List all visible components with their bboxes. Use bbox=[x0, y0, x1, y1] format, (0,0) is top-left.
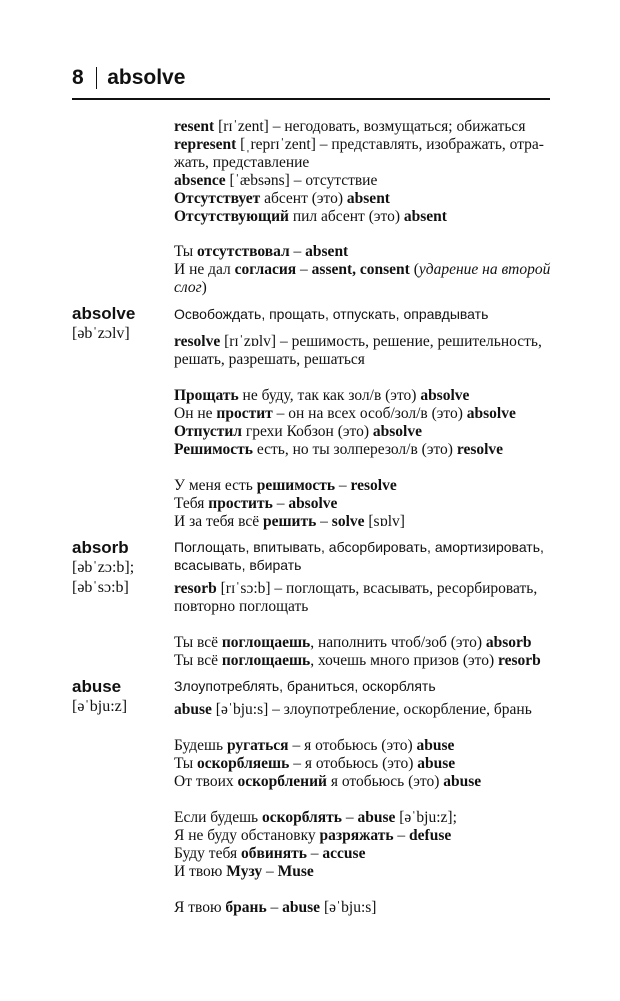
text-span: И не дал bbox=[174, 261, 235, 278]
text-line bbox=[174, 495, 566, 513]
header-rule bbox=[72, 98, 550, 100]
text-span: грехи Кобзон (это) bbox=[242, 423, 373, 440]
text-span: [əˈbju:z]; bbox=[395, 809, 457, 826]
text-span: решать, разрешать, решаться bbox=[174, 351, 365, 368]
text-span: resent bbox=[174, 118, 215, 135]
text-span: поглощаешь bbox=[221, 652, 311, 669]
text-span: Если будешь bbox=[174, 809, 262, 826]
text-line bbox=[174, 351, 566, 369]
text-span: слог bbox=[174, 279, 202, 296]
text-line bbox=[174, 190, 566, 208]
text-line bbox=[174, 172, 566, 190]
text-span: Музу bbox=[226, 863, 263, 880]
text-span: простить bbox=[208, 495, 273, 512]
text-line bbox=[174, 863, 566, 881]
text-span: absorb bbox=[485, 634, 532, 651]
text-line bbox=[174, 845, 566, 863]
text-span: – bbox=[266, 899, 283, 916]
text-span: – bbox=[296, 261, 312, 278]
text-span: [əˈbju:s] – злоупотребление, оскорбление, брань bbox=[211, 701, 532, 718]
page-header bbox=[72, 66, 185, 96]
text-line bbox=[174, 827, 566, 845]
text-span: , наполнить чтоб/зоб (это) bbox=[310, 634, 486, 651]
header-divider bbox=[96, 67, 98, 89]
text-span: поглощаешь bbox=[221, 634, 311, 651]
text-span: absolve bbox=[372, 423, 422, 440]
text-span: – bbox=[289, 243, 306, 260]
text-span: обвинять bbox=[240, 845, 307, 862]
text-span: оскорбляешь bbox=[197, 755, 290, 772]
text-span: – bbox=[335, 477, 351, 494]
text-span: abuse bbox=[282, 899, 321, 916]
text-span: – bbox=[341, 809, 358, 826]
text-span: Буду тебя bbox=[174, 845, 241, 862]
text-span: , хочешь много призов (это) bbox=[310, 652, 498, 669]
text-span: пил абсент (это) bbox=[288, 208, 404, 225]
text-span: От твоих bbox=[174, 773, 238, 790]
text-span: – я отобьюсь (это) bbox=[289, 755, 418, 772]
text-span: Ты всё bbox=[174, 652, 222, 669]
text-line bbox=[174, 755, 566, 773]
text-span: abuse bbox=[416, 737, 455, 754]
text-span: – bbox=[306, 845, 323, 862]
text-span: absence bbox=[174, 172, 226, 189]
text-span: есть, но ты золперезол/в (это) bbox=[252, 441, 457, 458]
text-line bbox=[174, 333, 566, 351]
entry-block-resent bbox=[174, 118, 566, 226]
definition: Освобождать, прощать, отпускать, оправдывать bbox=[174, 306, 489, 322]
text-span: represent bbox=[174, 136, 237, 153]
text-span: abuse bbox=[174, 701, 212, 718]
text-span: [ˈæbsəns] – отсутствие bbox=[225, 172, 378, 189]
text-span: Я твою bbox=[174, 899, 226, 916]
text-line bbox=[174, 899, 566, 917]
text-span: простит bbox=[216, 405, 273, 422]
headword: absolve bbox=[72, 304, 136, 323]
text-span: ( bbox=[409, 261, 419, 278]
text-span: ругаться bbox=[226, 737, 289, 754]
text-span: оскорблений bbox=[237, 773, 327, 790]
text-line bbox=[174, 598, 566, 616]
text-span: У меня есть bbox=[174, 477, 257, 494]
transcription: [əˈbju:z] bbox=[72, 698, 128, 715]
text-span: [rɪˈzent] – негодовать, возмущаться; обижаться bbox=[214, 118, 526, 135]
text-span: разряжать bbox=[319, 827, 394, 844]
text-line bbox=[174, 405, 566, 423]
text-line bbox=[174, 652, 566, 670]
transcription: [əbˈzɔlv] bbox=[72, 325, 130, 342]
text-span: брань bbox=[225, 899, 267, 916]
text-line bbox=[174, 441, 566, 459]
transcription: [əbˈzɔ:b]; bbox=[72, 559, 135, 576]
text-span: accuse bbox=[322, 845, 366, 862]
text-span: – bbox=[262, 863, 278, 880]
text-span: absolve bbox=[288, 495, 338, 512]
text-span: отсутствовал bbox=[197, 243, 290, 260]
text-line bbox=[174, 701, 566, 719]
text-span: ударение на второй bbox=[418, 261, 551, 278]
text-span: Будешь bbox=[174, 737, 227, 754]
text-span: – bbox=[272, 495, 289, 512]
text-line bbox=[174, 634, 566, 652]
headword-absolve bbox=[72, 304, 135, 344]
text-span: оскорблять bbox=[261, 809, 342, 826]
text-span: defuse bbox=[409, 827, 452, 844]
text-line bbox=[174, 809, 566, 827]
text-span: [sɒlv] bbox=[364, 513, 405, 530]
text-span: absolve bbox=[420, 387, 470, 404]
text-span: Я не буду обстановку bbox=[174, 827, 320, 844]
text-span: Тебя bbox=[174, 495, 209, 512]
text-span: abuse bbox=[417, 755, 456, 772]
text-span: [rɪˈzɒlv] – решимость, решение, решительность, bbox=[220, 333, 542, 350]
text-span: решимость bbox=[256, 477, 336, 494]
transcription: [əbˈsɔ:b] bbox=[72, 579, 129, 596]
text-span: [əˈbju:s] bbox=[320, 899, 377, 916]
text-line bbox=[174, 261, 566, 279]
text-span: согласия bbox=[234, 261, 297, 278]
text-span: Отпустил bbox=[174, 423, 242, 440]
text-span: Ты bbox=[174, 755, 197, 772]
text-span: я отобьюсь (это) bbox=[326, 773, 444, 790]
definition: всасывать, вбирать bbox=[174, 557, 302, 573]
text-span: жать, представление bbox=[174, 154, 310, 171]
text-line bbox=[174, 208, 566, 226]
entry-absorb bbox=[174, 538, 566, 670]
text-line bbox=[174, 387, 566, 405]
text-line bbox=[174, 154, 566, 172]
text-span: absolve bbox=[466, 405, 516, 422]
text-span: Muse bbox=[277, 863, 314, 880]
text-span: assent, consent bbox=[311, 261, 410, 278]
page-number: 8 bbox=[72, 66, 84, 90]
definition: Поглощать, впитывать, абсорбировать, амортизировать, bbox=[174, 539, 544, 555]
text-span: И твою bbox=[174, 863, 227, 880]
text-span: Отсутствующий bbox=[174, 208, 289, 225]
text-span: resolve bbox=[350, 477, 397, 494]
text-line bbox=[174, 580, 566, 598]
text-span: решить bbox=[262, 513, 317, 530]
text-span: resorb bbox=[498, 652, 541, 669]
text-line bbox=[174, 737, 566, 755]
text-span: Ты всё bbox=[174, 634, 222, 651]
mnemonic-block-absent bbox=[174, 243, 566, 297]
text-line bbox=[174, 423, 566, 441]
text-span: abuse bbox=[357, 809, 396, 826]
text-span: – он на всех особ/зол/в (это) bbox=[272, 405, 467, 422]
entry-absolve bbox=[174, 305, 566, 531]
text-span: resorb bbox=[174, 580, 217, 597]
text-span: absent bbox=[346, 190, 390, 207]
text-span: Он не bbox=[174, 405, 217, 422]
text-span: resolve bbox=[456, 441, 504, 458]
text-span: Решимость bbox=[174, 441, 253, 458]
headword: abuse bbox=[72, 677, 122, 696]
text-line bbox=[174, 279, 566, 297]
text-span: абсент (это) bbox=[260, 190, 347, 207]
headword: absorb bbox=[72, 538, 129, 557]
headword-absorb bbox=[72, 538, 134, 598]
text-span: absent bbox=[403, 208, 447, 225]
page-title: absolve bbox=[107, 66, 186, 90]
text-line bbox=[174, 118, 566, 136]
text-span: [ˌreprɪˈzent] – представлять, изображать, отра- bbox=[236, 136, 544, 153]
text-span: absent bbox=[305, 243, 349, 260]
text-span: – я отобьюсь (это) bbox=[288, 737, 417, 754]
text-span: abuse bbox=[443, 773, 482, 790]
text-span: resolve bbox=[174, 333, 221, 350]
text-span: не буду, так как зол/в (это) bbox=[238, 387, 421, 404]
text-span: Отсутствует bbox=[174, 190, 261, 207]
text-span: solve bbox=[331, 513, 365, 530]
text-span: ) bbox=[201, 279, 207, 296]
text-span: повторно поглощать bbox=[174, 598, 309, 615]
text-line bbox=[174, 243, 566, 261]
definition: Злоупотреблять, браниться, оскорблять bbox=[174, 678, 436, 694]
text-line bbox=[174, 477, 566, 495]
text-span: Ты bbox=[174, 243, 197, 260]
text-span: – bbox=[316, 513, 332, 530]
text-line bbox=[174, 773, 566, 791]
text-line bbox=[174, 136, 566, 154]
text-span: [rɪˈsɔ:b] – поглощать, всасывать, ресорбировать, bbox=[216, 580, 538, 597]
text-span: Прощать bbox=[174, 387, 239, 404]
text-span: – bbox=[393, 827, 410, 844]
text-span: И за тебя всё bbox=[174, 513, 263, 530]
headword-abuse bbox=[72, 677, 127, 717]
text-line bbox=[174, 513, 566, 531]
entry-abuse bbox=[174, 677, 566, 917]
